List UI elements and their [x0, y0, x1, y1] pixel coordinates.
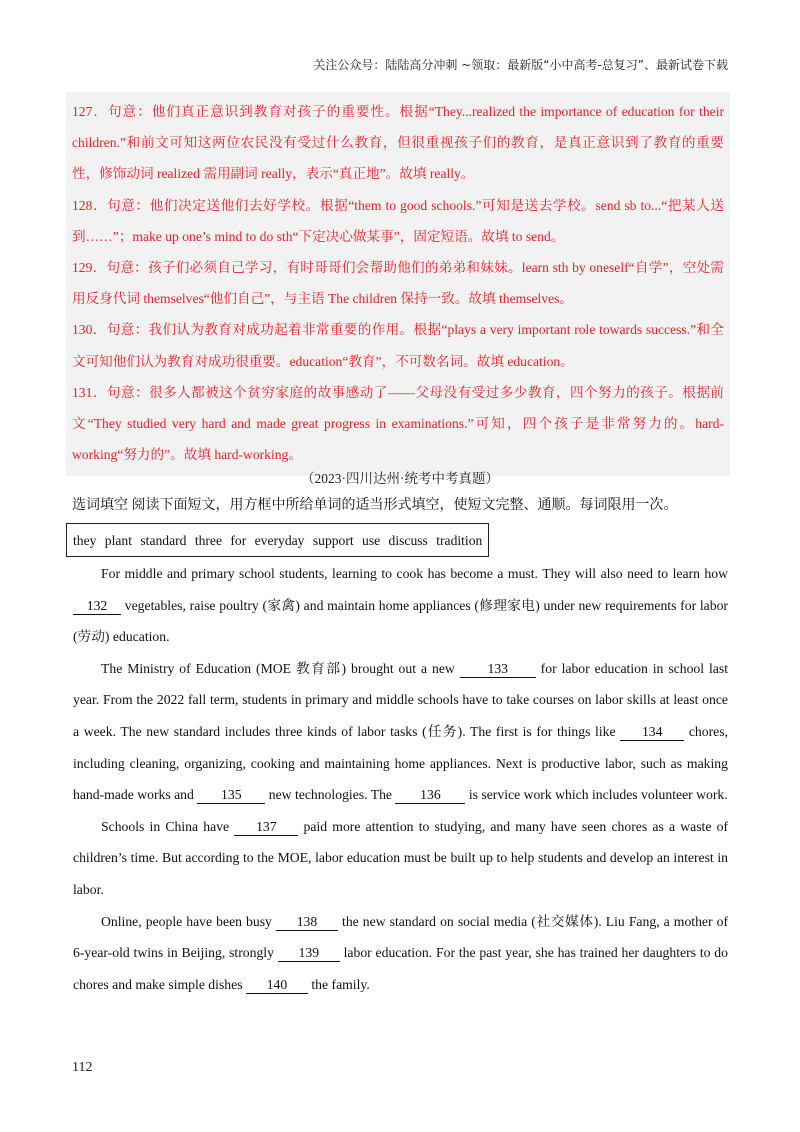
- answer-131: 131．句意：很多人都被这个贫穷家庭的故事感动了——父母没有受过多少教育，四个努力的孩子。根据前文“They studied very hard and made great progress in examinations.”可知，四个孩子是非常努力的。hard-working“努力的”。故填 hard-working。: [72, 384, 724, 463]
- paragraph-3: [73, 811, 728, 906]
- blank-136[interactable]: 136: [395, 787, 465, 804]
- page-number: 112: [72, 1060, 93, 1075]
- passage: [73, 558, 728, 1000]
- text: is service work which includes volunteer work.: [468, 787, 728, 803]
- paragraph-1: [73, 558, 728, 653]
- text: labor education. For the past year, she has trained her daughters to do chores and make simple dishes: [73, 945, 728, 992]
- text: Schools in China have: [101, 818, 230, 834]
- blank-134[interactable]: 134: [620, 724, 684, 741]
- answer-128: 128．句意：他们决定送他们去好学校。根据“them to good schools.”可知是送去学校。send sb to...“把某人送到……”；make up one’s mind to do sth“下定决心做某事”，固定短语。故填 to send。: [72, 197, 724, 244]
- blank-135[interactable]: 135: [197, 787, 265, 804]
- text: Online, people have been busy: [101, 913, 272, 929]
- text: paid more attention to studying, and many have seen chores as a waste of children’s time. But according to the MOE, labor education must be built up to help students and develop an interest in labor.: [73, 818, 729, 897]
- blank-139[interactable]: 139: [278, 945, 340, 962]
- blank-133[interactable]: 133: [460, 661, 536, 678]
- page-header: 关注公众号：陆陆高分冲刺 ~领取：最新版“小中高考-总复习”、最新试卷下载: [313, 58, 728, 72]
- answer-explanations: [66, 92, 730, 476]
- blank-132[interactable]: 132: [73, 598, 121, 615]
- instruction: 选词填空 阅读下面短文，用方框中所给单词的适当形式填空，使短文完整、通顺。每词限用一次。: [72, 498, 678, 513]
- text: the new standard on social media (社交媒体). Liu Fang, a mother of 6-year-old twins in Beijing, strongly: [73, 913, 729, 961]
- text: for labor education in school last year. From the 2022 fall term, students in primary and middle schools have to take courses on labor skills at least once a week. The new standard includes three kinds of labor tasks (任务). The first is for things like: [73, 660, 729, 739]
- text: the family.: [311, 976, 370, 992]
- text: new technologies. The: [268, 787, 392, 803]
- answer-129: 129．句意：孩子们必须自己学习，有时哥哥们会帮助他们的弟弟和妹妹。learn sth by oneself“自学”，空处需用反身代词 themselves“他们自己”，与主语 The children 保持一致。故填 themselves。: [72, 260, 724, 307]
- answer-130: 130．句意：我们认为教育对成功起着非常重要的作用。根据“plays a very important role towards success.”和全文可知他们认为教育对成功很重要。education“教育”，不可数名词。故填 education。: [72, 322, 724, 369]
- blank-140[interactable]: 140: [246, 977, 308, 994]
- exam-source: （2023·四川达州·统考中考真题）: [301, 471, 499, 486]
- answer-127: 127．句意：他们真正意识到教育对孩子的重要性。根据“They...realized the importance of education for their children.”和前文可知这两位农民没有受过什么教育，但很重视孩子们的教育，是真正意识到了教育的重要性，修饰动词 realized 需用副词 really，表示“真正地”。故填 really。: [72, 104, 724, 182]
- paragraph-2: [73, 653, 728, 811]
- word-box: they plant standard three for everyday support use discuss tradition: [66, 523, 489, 557]
- blank-138[interactable]: 138: [276, 914, 338, 931]
- text: For middle and primary school students, learning to cook has become a must. They will also need to learn how: [101, 566, 728, 581]
- text: vegetables, raise poultry (家禽) and maintain home appliances (修理家电) under new requirements for labor (劳动) education.: [73, 597, 728, 645]
- text: chores, including cleaning, organizing, cooking and maintaining home appliances. Next is productive labor, such as making hand-made works and: [73, 723, 729, 803]
- text: The Ministry of Education (MOE 教育部) brought out a new: [101, 660, 455, 676]
- blank-137[interactable]: 137: [234, 819, 298, 836]
- paragraph-4: [73, 906, 728, 1001]
